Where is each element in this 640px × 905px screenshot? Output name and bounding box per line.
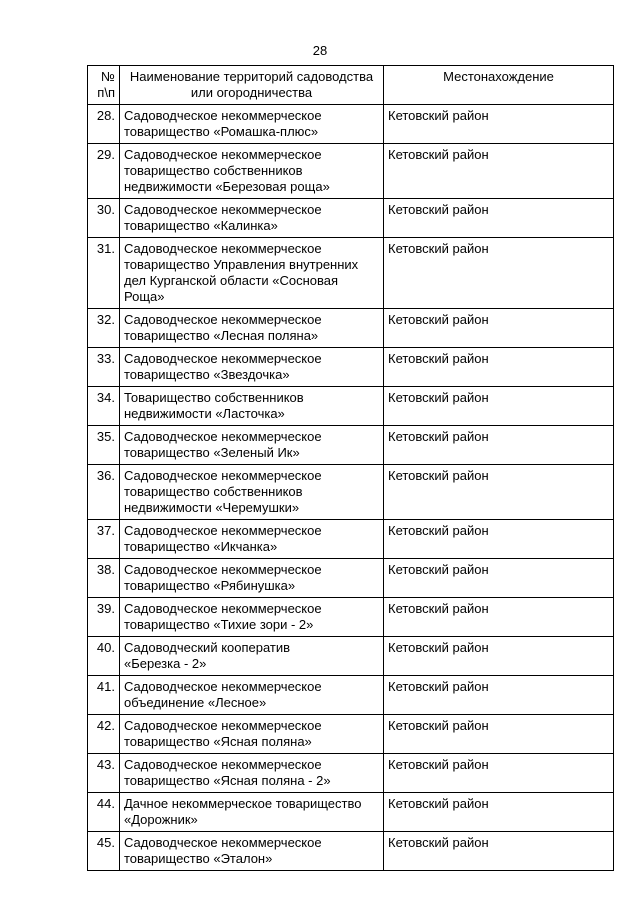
territory-location: Кетовский район xyxy=(384,465,614,520)
territory-name-line: товарищество «Звездочка» xyxy=(124,367,290,382)
territory-name-line: товарищество «Лесная поляна» xyxy=(124,328,319,343)
territory-name-line: Садоводческое некоммерческое xyxy=(124,523,322,538)
territory-name-line: товарищество «Тихие зори - 2» xyxy=(124,617,314,632)
territory-name-line: Садоводческое некоммерческое xyxy=(124,108,322,123)
territory-name-line: Садоводческое некоммерческое xyxy=(124,601,322,616)
territory-name xyxy=(120,559,384,598)
territory-name-line: объединение «Лесное» xyxy=(124,695,267,710)
territory-name xyxy=(120,637,384,676)
territory-name xyxy=(120,793,384,832)
table-row xyxy=(88,715,614,754)
territory-name-line: Садоводческое некоммерческое xyxy=(124,757,322,772)
territory-location: Кетовский район xyxy=(384,598,614,637)
table-row xyxy=(88,832,614,871)
territory-name xyxy=(120,105,384,144)
territory-name-line: Роща» xyxy=(124,289,165,304)
territory-name xyxy=(120,754,384,793)
table-row xyxy=(88,199,614,238)
territory-name-line: Садоводческое некоммерческое xyxy=(124,835,322,850)
territory-name xyxy=(120,676,384,715)
row-number: 30. xyxy=(88,199,120,238)
column-header-name-line2: или огородничества xyxy=(190,85,313,100)
territory-name-line: товарищество «Ясная поляна» xyxy=(124,734,312,749)
table-body xyxy=(88,105,614,871)
column-header-name-line1: Наименование территорий садоводства xyxy=(129,69,374,84)
territory-location: Кетовский район xyxy=(384,426,614,465)
territory-name xyxy=(120,832,384,871)
territory-location: Кетовский район xyxy=(384,520,614,559)
territory-name-line: товарищество собственников xyxy=(124,163,303,178)
row-number: 34. xyxy=(88,387,120,426)
row-number: 33. xyxy=(88,348,120,387)
territory-name-line: Садоводческое некоммерческое xyxy=(124,679,322,694)
territory-location: Кетовский район xyxy=(384,199,614,238)
row-number: 43. xyxy=(88,754,120,793)
row-number: 28. xyxy=(88,105,120,144)
column-header-name xyxy=(120,66,384,105)
territory-name xyxy=(120,238,384,309)
table-row xyxy=(88,309,614,348)
territory-name xyxy=(120,309,384,348)
column-header-location: Местонахождение xyxy=(384,66,614,105)
territory-name-line: товарищество Управления внутренних xyxy=(124,257,359,272)
territory-name-line: недвижимости «Березовая роща» xyxy=(124,179,330,194)
territory-name xyxy=(120,144,384,199)
territory-location: Кетовский район xyxy=(384,676,614,715)
territory-name-line: «Дорожник» xyxy=(124,812,198,827)
territory-name xyxy=(120,598,384,637)
territory-name-line: Садоводческое некоммерческое xyxy=(124,202,322,217)
table-row xyxy=(88,426,614,465)
territory-name-line: товарищество «Ромашка-плюс» xyxy=(124,124,319,139)
territory-name-line: товарищество собственников xyxy=(124,484,303,499)
territory-name-line: Садоводческое некоммерческое xyxy=(124,312,322,327)
table-row xyxy=(88,144,614,199)
table-row xyxy=(88,559,614,598)
territory-name xyxy=(120,715,384,754)
territory-name-line: товарищество «Эталон» xyxy=(124,851,273,866)
territory-name-line: Товарищество собственников xyxy=(124,390,304,405)
row-number: 42. xyxy=(88,715,120,754)
row-number: 39. xyxy=(88,598,120,637)
table-row xyxy=(88,348,614,387)
row-number: 35. xyxy=(88,426,120,465)
table-row xyxy=(88,676,614,715)
table-row xyxy=(88,238,614,309)
territory-name-line: недвижимости «Черемушки» xyxy=(124,500,300,515)
page-number: 28 xyxy=(312,43,328,58)
territory-name-line: товарищество «Икчанка» xyxy=(124,539,278,554)
row-number: 41. xyxy=(88,676,120,715)
column-header-number-line2: п\п xyxy=(97,85,115,100)
table-row xyxy=(88,105,614,144)
territory-name-line: «Березка - 2» xyxy=(124,656,207,671)
territory-name xyxy=(120,465,384,520)
territory-name-line: недвижимости «Ласточка» xyxy=(124,406,285,421)
row-number: 29. xyxy=(88,144,120,199)
territory-location: Кетовский район xyxy=(384,144,614,199)
territory-location: Кетовский район xyxy=(384,105,614,144)
territory-name-line: товарищество «Зеленый Ик» xyxy=(124,445,300,460)
territory-location: Кетовский район xyxy=(384,637,614,676)
territory-name-line: товарищество «Ясная поляна - 2» xyxy=(124,773,331,788)
row-number: 32. xyxy=(88,309,120,348)
row-number: 45. xyxy=(88,832,120,871)
row-number: 38. xyxy=(88,559,120,598)
row-number: 31. xyxy=(88,238,120,309)
row-number: 44. xyxy=(88,793,120,832)
row-number: 37. xyxy=(88,520,120,559)
territory-location: Кетовский район xyxy=(384,559,614,598)
territory-location: Кетовский район xyxy=(384,238,614,309)
table-row xyxy=(88,387,614,426)
header-row xyxy=(88,66,614,105)
territory-name xyxy=(120,348,384,387)
territory-name-line: дел Курганской области «Сосновая xyxy=(124,273,339,288)
territory-name-line: Дачное некоммерческое товарищество xyxy=(124,796,362,811)
table-row xyxy=(88,465,614,520)
table-row xyxy=(88,520,614,559)
territory-name-line: Садоводческое некоммерческое xyxy=(124,718,322,733)
territory-location: Кетовский район xyxy=(384,754,614,793)
territory-name-line: Садоводческое некоммерческое xyxy=(124,241,322,256)
row-number: 36. xyxy=(88,465,120,520)
column-header-number-line1: № xyxy=(101,69,115,84)
row-number: 40. xyxy=(88,637,120,676)
territory-name xyxy=(120,426,384,465)
territory-location: Кетовский район xyxy=(384,832,614,871)
territory-name xyxy=(120,199,384,238)
territory-name-line: Садоводческое некоммерческое xyxy=(124,468,322,483)
territory-name xyxy=(120,520,384,559)
territory-name-line: Садоводческое некоммерческое xyxy=(124,429,322,444)
table-row xyxy=(88,637,614,676)
territory-name-line: Садоводческий кооператив xyxy=(124,640,291,655)
territory-location: Кетовский район xyxy=(384,793,614,832)
territories-table xyxy=(87,65,614,871)
territory-name-line: Садоводческое некоммерческое xyxy=(124,562,322,577)
territory-name-line: Садоводческое некоммерческое xyxy=(124,351,322,366)
table-row xyxy=(88,793,614,832)
table-header xyxy=(88,66,614,105)
table-row xyxy=(88,598,614,637)
territory-name-line: товарищество «Калинка» xyxy=(124,218,278,233)
territory-name-line: Садоводческое некоммерческое xyxy=(124,147,322,162)
column-header-number xyxy=(88,66,120,105)
territory-name xyxy=(120,387,384,426)
table-row xyxy=(88,754,614,793)
territory-location: Кетовский район xyxy=(384,309,614,348)
territory-location: Кетовский район xyxy=(384,387,614,426)
territory-name-line: товарищество «Рябинушка» xyxy=(124,578,296,593)
territory-location: Кетовский район xyxy=(384,715,614,754)
territory-location: Кетовский район xyxy=(384,348,614,387)
